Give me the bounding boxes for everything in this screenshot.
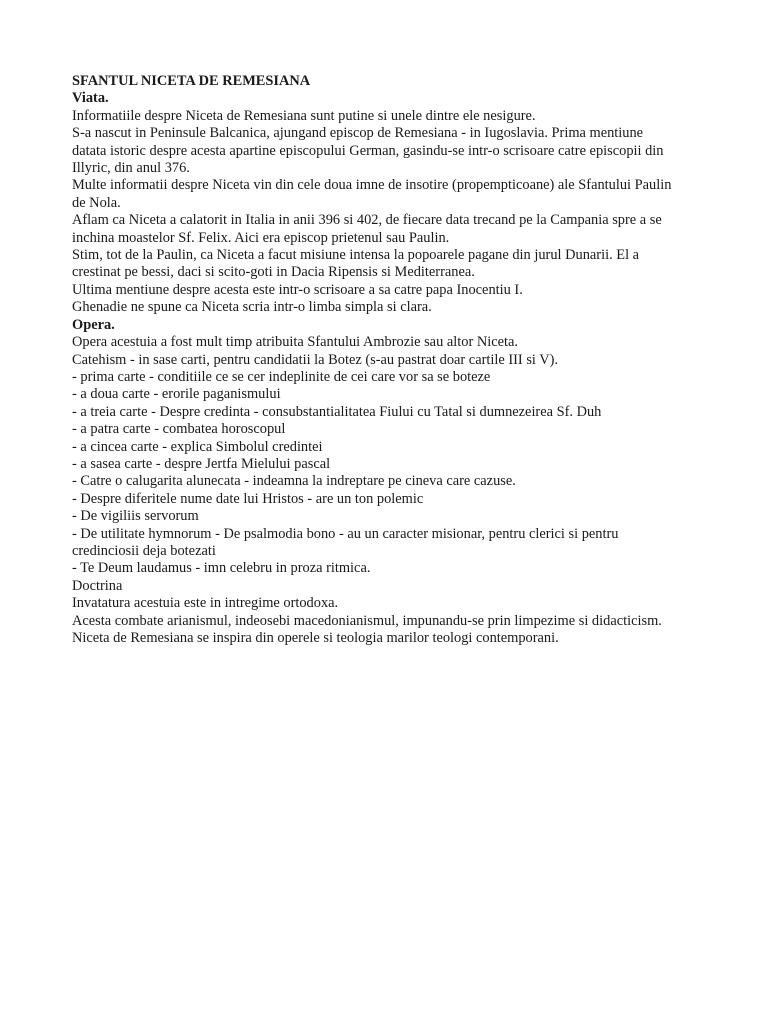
paragraph: Ghenadie ne spune ca Niceta scria intr-o limba simpla si clara.: [72, 299, 432, 316]
list-item: - a cincea carte - explica Simbolul credintei: [72, 438, 323, 455]
list-item: - a patra carte - combatea horoscopul: [72, 421, 286, 438]
document-title: SFANTUL NICETA DE REMESIANA: [72, 73, 311, 89]
list-item: - prima carte - conditiile ce se cer indeplinite de cei care vor sa se boteze: [72, 368, 491, 385]
list-item: - Catre o calugarita alunecata - indeamna la indreptare pe cineva care cazuse.: [72, 473, 516, 490]
paragraph: Stim, tot de la Paulin, ca Niceta a facut misiune intensa la popoarele pagane din jurul Dunarii. El a crestinat pe bessi, daci si scito-goti in Dacia Ripensis si Mediterranea.: [72, 247, 640, 281]
paragraph: Multe informatii despre Niceta vin din cele doua imne de insotire (propempticoane) ale Sfantului Paulin de Nola.: [72, 177, 672, 211]
paragraph: Opera acestuia a fost mult timp atribuita Sfantului Ambrozie sau altor Niceta.: [72, 334, 518, 351]
list-item: - Te Deum laudamus - imn celebru in proza ritmica.: [72, 560, 371, 577]
heading-opera: Opera.: [72, 316, 115, 333]
paragraph: S-a nascut in Peninsule Balcanica, ajungand episcop de Remesiana - in Iugoslavia. Prima mentiune datata istoric despre acesta apartine episcopului German, gasindu-se intr-o scrisoare catre episcopii din Illyric, din anul 376.: [72, 125, 664, 177]
list-item: - Despre diferitele nume date lui Hristos - are un ton polemic: [72, 490, 424, 507]
paragraph: Niceta de Remesiana se inspira din operele si teologia marilor teologi contemporani.: [72, 630, 559, 646]
paragraph: Catehism - in sase carti, pentru candidatii la Botez (s-au pastrat doar cartile III si V).: [72, 351, 559, 368]
list-item: - De utilitate hymnorum - De psalmodia bono - au un caracter misionar, pentru clerici si pentru credinciosii deja botezati: [72, 525, 619, 559]
paragraph: Ultima mentiune despre acesta este intr-o scrisoare a sa catre papa Inocentiu I.: [72, 281, 523, 298]
paragraph: Acesta combate arianismul, indeosebi macedonianismul, impunandu-se prin limpezime si didacticism.: [72, 612, 662, 629]
heading-viata: Viata.: [72, 90, 109, 107]
heading-doctrina: Doctrina: [72, 577, 123, 594]
list-item: - a doua carte - erorile paganismului: [72, 386, 281, 403]
paragraph: Invatatura acestuia este in intregime ortodoxa.: [72, 595, 339, 612]
list-item: - a treia carte - Despre credinta - consubstantialitatea Fiului cu Tatal si dumnezeirea Sf. Duh: [72, 403, 602, 420]
list-item: - a sasea carte - despre Jertfa Mielului pascal: [72, 455, 331, 472]
paragraph: Informatiile despre Niceta de Remesiana sunt putine si unele dintre ele nesigure.: [72, 107, 536, 124]
list-item: - De vigiliis servorum: [72, 508, 199, 525]
document-page: [72, 73, 672, 647]
paragraph: Aflam ca Niceta a calatorit in Italia in anii 396 si 402, de fiecare data trecand pe la Campania spre a se inchina moastelor Sf. Felix. Aici era episcop prietenul sau Paulin.: [72, 212, 662, 246]
